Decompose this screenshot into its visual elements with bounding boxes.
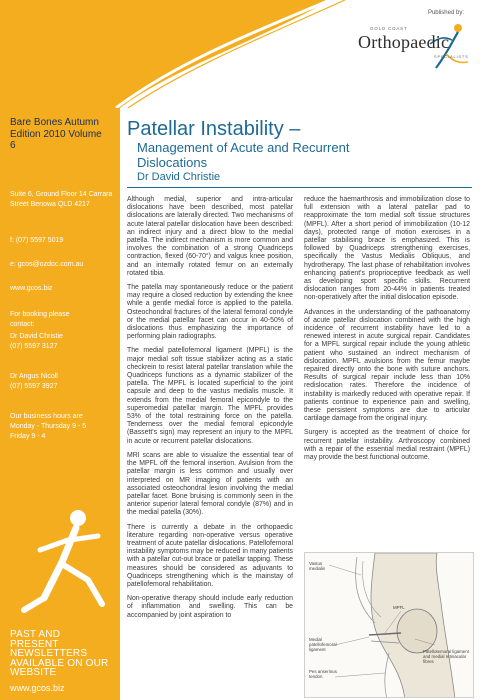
website-link[interactable]: www.gcos.biz — [10, 285, 53, 292]
doctor1-name: Dr David Christie — [10, 333, 63, 340]
edition-info: Bare Bones Autumn Edition 2010 Volume 6 — [10, 117, 102, 151]
email-link[interactable]: e: gcos@ozdoc.com.au — [10, 261, 84, 268]
logo-top-text: GOLD COAST — [370, 26, 408, 31]
page-header — [0, 0, 482, 108]
gcos-logo — [352, 18, 474, 78]
article-title: Patellar Instability – — [127, 118, 301, 140]
paragraph: Although medial, superior and intra-articular dislocations have been described, most patellar dislocations are laterally directed. Two mechanisms of acute lateral patellar dislocation have been described: an indirect injury and a direct blow to the medial patella. The indirect mechanism is more common and involves the combination of a strong Quadriceps contraction, flexed (60-70°) and valgus knee position, and an internally rotated femur on an externally rotated tibia. — [127, 196, 293, 277]
paragraph: reduce the haemarthrosis and immobilization close to full extension with a lateral patellar pad to reapproximate the torn medial soft tissue structures (MPFL). After a short period of immobilization (10-12 days), protected range of motion exercises in a patellar stabilising brace is emphasized. This is followed by Quadriceps strengthening exercises, specifically the Vastus Medialis Obliquus, and hydrotherapy. The last phase of rehabilitation involves enhancing patient's proprioceptive feedback as well as developing sport specific skills. Recurrent dislocation ranges from 20-44% in patients treated non-operatively after the initial dislocation episode. — [304, 196, 470, 302]
paragraph: MRI scans are able to visualize the essential tear of the MPFL off the femoral insertion. Avulsion from the patellar margin is less common and usually over interpreted on MR imaging of patients with an associated osteochondral lesion involving the medial patellar facet. Bone bruising is commonly seen in the anterior superior lateral femoral condyle (87%) and in the medial patella (30%). — [127, 451, 293, 517]
newsletter-notice: PAST AND PRESENT NEWSLETTERS AVAILABLE ON OUR WEBSITE — [10, 629, 109, 679]
title-divider — [127, 187, 472, 188]
paragraph: There is currently a debate in the orthopaedic literature regarding non-operative versus operative treatment of acute patellar dislocations. Patellofemoral instability symptoms may be reduced in many patients with a patellar cut-out brace or patellar tapping. These measures should be considered as adjuvants to Quadriceps strengthening which is the mainstay of patellofemoral rehabilitation. — [127, 523, 293, 588]
figure-label-vastus: Vastus medialis — [309, 561, 326, 571]
runner-figure-icon — [10, 506, 110, 618]
logo-main-text: Orthopaedic — [358, 32, 450, 52]
paragraph: Advances in the understanding of the pathoanatomy of acute patellar dislocation combined with the high incidence of recurrent instability have led to a renewed interest in acute surgical repair. Candidates for a MPFL surgical repair include the young athletic patient who sustained an indirect mechanism of dislocation. MPFL avulsions from the femur maybe repaired directly onto the bone with suture anchors. Results of surgical repair include less than 10% redislocation rates. Therefore the incidence of instability is markedly reduced with operative repair. If patients continue to experience pain and swelling, these persistent symptoms are due to articular cartilage damage from the original injury. — [304, 308, 470, 423]
logo-sub-text: SPECIALISTS — [434, 54, 469, 59]
figure-label-mpfl: MPFL — [393, 605, 405, 610]
figure-label-ligament: Medial patellofemoral ligament — [309, 637, 337, 652]
hours-weekdays: Monday - Thursday 9 - 5 — [10, 423, 87, 430]
hours-friday: Friday 9 - 4 — [10, 433, 46, 440]
fax: f: (07) 5597 5019 — [10, 237, 64, 244]
article-column-2 — [304, 196, 470, 468]
published-by-label: Published by: — [427, 10, 464, 16]
booking-label: For booking please contact: — [10, 311, 70, 328]
figure-label-retinaculum: Patellotemoral ligament and medial retinacular fibres — [423, 649, 469, 664]
paragraph: Non-operative therapy should include early reduction of inflammation and swelling. This can be accompanied by joint aspiration to — [127, 595, 293, 619]
article-column-1 — [127, 196, 293, 626]
figure-label-pes: Pes anserinus tendon — [309, 669, 337, 679]
doctor2-phone: (07) 5597 3927 — [10, 383, 58, 390]
newsletter-website-link[interactable]: www.gcos.biz — [10, 683, 65, 693]
address: Suite 6, Ground Floor 14 Carrara Street Benowa QLD 4217 — [10, 191, 113, 208]
doctor1-phone: (07) 5597 3127 — [10, 343, 58, 350]
paragraph: The patella may spontaneously reduce or the patient may require a closed reduction by extending the knee while a gentle medial force is applied to the patella. Osteochondral fractures of the lateral femoral condyle or the medial patellar facet can occur in 40-50% of dislocations thus emphasizing the importance of performing plain radiographs. — [127, 284, 293, 341]
sidebar — [0, 108, 120, 700]
knee-anatomy-figure — [304, 552, 474, 698]
doctor2-name: Dr Angus Nicoll — [10, 373, 58, 380]
article-subtitle: Management of Acute and Recurrent Dislocations — [137, 140, 350, 170]
article-author: Dr David Christie — [137, 171, 221, 183]
paragraph: The medial patellofemoral ligament (MPFL) is the major medial soft tissue stabilizer acting as a static checkrein to resist lateral patellar translation while the Quadriceps functions as a dynamic stabilizer of the patella. The MPFL is located superficial to the joint capsule and deep to the vastus medialis muscle. It extends from the medial femoral epicondyle to the superomedial patellar margin. The MPFL provides 53% of the total restraining force on the patella. Tenderness over the medial femoral epicondyle (Bassett's sign) may represent an injury to the MPFL in acute or recurrent patellar dislocations. — [127, 347, 293, 445]
paragraph: Surgery is accepted as the treatment of choice for recurrent patellar instability. Arthroscopy combined with a repair of the essential medial restraint (MPFL) may provide the best functional outcome. — [304, 429, 470, 462]
hours-label: Our business hours are — [10, 413, 83, 420]
